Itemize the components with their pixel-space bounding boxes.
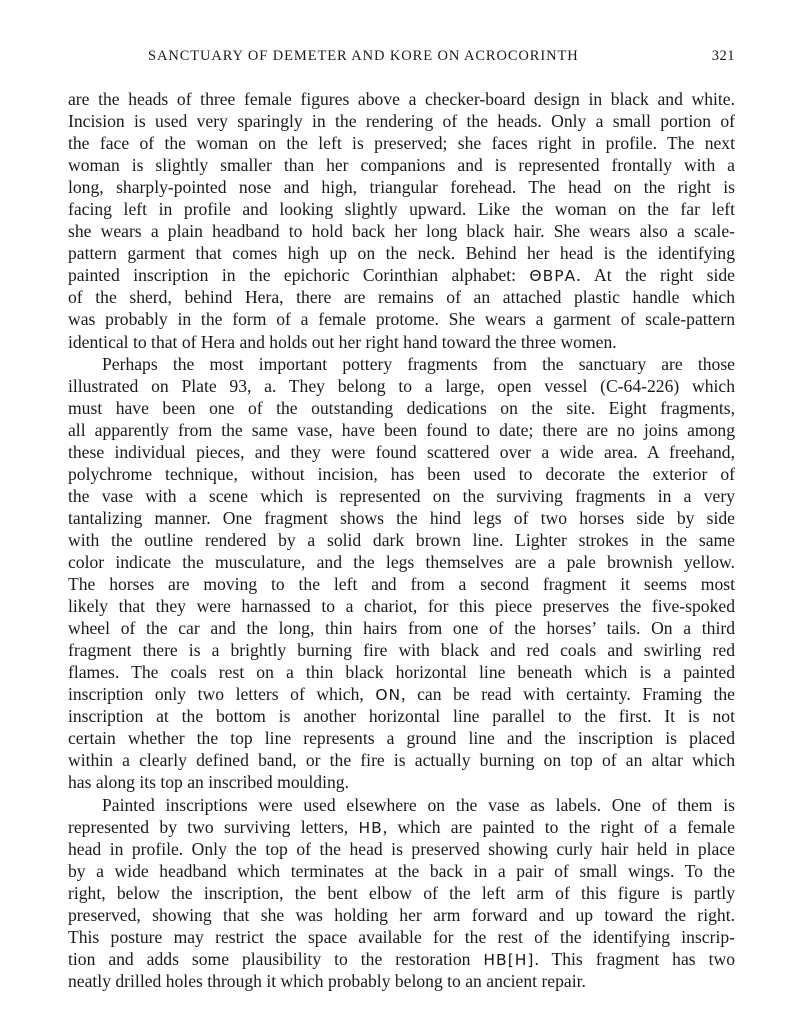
text-line: the vase with a scene which is represented on the surviving fragments in a very [68,485,735,506]
text-line: she wears a plain headband to hold back her long black hair. She wears also a scale- [68,221,735,242]
text-line: polychrome technique, without incision, has been used to decorate the exterior of [68,463,735,484]
text-segment: . This fragment has two [534,948,735,969]
text-line: tantalizing manner. One fragment shows the hind legs of two horses side by side [68,507,735,528]
text-line [68,948,735,970]
running-title: SANCTUARY OF DEMETER AND KORE ON ACROCORINTH [148,48,579,64]
text-line: the face of the woman on the left is preserved; she faces right in profile. The next [68,133,735,154]
text-line: likely that they were harnassed to a chariot, for this piece preserves the five-spoked [68,596,735,617]
text-line: flames. The coals rest on a thin black horizontal line beneath which is a painted [68,662,735,683]
text-line: facing left in profile and looking slightly upward. Like the woman on the far left [68,199,735,220]
text-line: woman is slightly smaller than her companions and is represented frontally with a [68,155,735,176]
text-line: certain whether the top line represents a ground line and the inscription is placed [68,728,735,749]
text-line: must have been one of the outstanding dedications on the site. Eight fragments, [68,397,735,418]
text-segment: , which are painted to the right of a female [382,816,735,837]
text-line: identical to that of Hera and holds out her right hand toward the three women. [68,331,617,352]
text-segment: tion and adds some plausibility to the restoration [68,948,484,969]
text-line: Incision is used very sparingly in the rendering of the heads. Only a small portion of [68,111,735,132]
text-line: long, sharply-pointed nose and high, triangular forehead. The head on the right is [68,177,735,198]
inscription: ON [375,686,402,705]
text-line: The horses are moving to the left and from a second fragment it seems most [68,574,735,595]
page-number: 321 [711,48,735,64]
body-text [68,88,735,992]
inscription: HB[H] [483,950,535,969]
text-line: head in profile. Only the top of the head is preserved showing curly hair held in place [68,838,735,859]
inscription: HB [358,818,383,837]
text-line: Painted inscriptions were used elsewhere on the vase as labels. One of them is [102,794,735,815]
text-line [68,816,735,838]
text-line: of the sherd, behind Hera, there are remains of an attached plastic handle which [68,287,735,308]
text-segment: painted inscription in the epichoric Corinthian alphabet: [68,265,530,286]
inscription: ΘΒΡΑ [529,267,577,286]
text-line: Perhaps the most important pottery fragments from the sanctuary are those [102,353,735,374]
text-line: This posture may restrict the space available for the rest of the identifying inscrip- [68,926,735,947]
text-segment: inscription only two letters of which, [68,684,376,705]
running-head [68,48,735,72]
text-segment: , can be read with certainty. Framing the [401,684,735,705]
text-line: these individual pieces, and they were found scattered over a wide area. A freehand, [68,441,735,462]
text-line: by a wide headband which terminates at the back in a pair of small wings. To the [68,860,735,881]
text-segment: represented by two surviving letters, [68,816,359,837]
text-line: was probably in the form of a female protome. She wears a garment of scale-pattern [68,309,735,330]
text-line: wheel of the car and the long, thin hairs from one of the horses’ tails. On a third [68,618,735,639]
text-line [68,264,735,286]
text-line: illustrated on Plate 93, a. They belong to a large, open vessel (C-64-226) which [68,375,735,396]
text-line: pattern garment that comes high up on the neck. Behind her head is the identifying [68,243,735,264]
text-line: preserved, showing that she was holding her arm forward and up toward the right. [68,904,735,925]
text-line: all apparently from the same vase, have been found to date; there are no joins among [68,419,735,440]
paragraph-3 [68,794,735,992]
paragraph-2 [68,353,735,794]
text-segment: . At the right side [576,265,735,286]
text-line: with the outline rendered by a solid dark brown line. Lighter strokes in the same [68,529,735,550]
text-line: fragment there is a brightly burning fire with black and red coals and swirling red [68,640,735,661]
text-line: has along its top an inscribed moulding. [68,772,349,793]
text-line: right, below the inscription, the bent elbow of the left arm of this figure is partly [68,882,735,903]
paragraph-1 [68,88,735,353]
text-line: color indicate the musculature, and the legs themselves are a pale brownish yellow. [68,551,735,572]
text-line: are the heads of three female figures above a checker-board design in black and white. [68,89,735,109]
text-line: within a clearly defined band, or the fire is actually burning on top of an altar which [68,750,735,771]
text-line [68,683,735,705]
text-line: neatly drilled holes through it which probably belong to an ancient repair. [68,970,586,991]
text-line: inscription at the bottom is another horizontal line parallel to the first. It is not [68,706,735,727]
